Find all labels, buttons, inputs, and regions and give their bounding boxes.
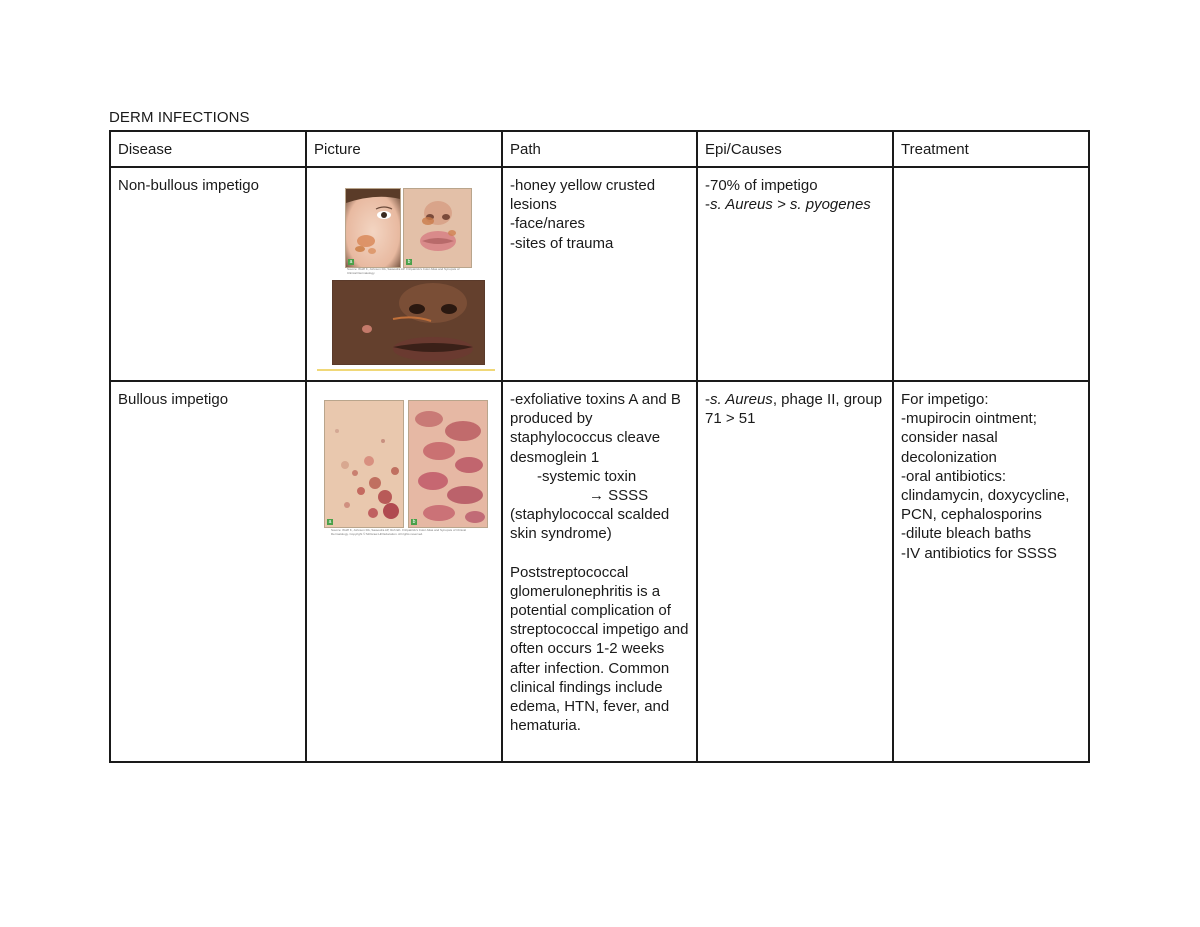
clinical-photo-nose: [332, 280, 485, 365]
treatment-line: For impetigo:: [901, 391, 989, 408]
erosions-photo-graphic: [409, 401, 487, 527]
path-paragraph: Poststreptococcal glomerulonephritis is a potential complication of streptococcal impetigo and often occurs 1-2 weeks after infection. Common clinical findings include edema, HTN, fever, and hematuria.: [510, 563, 689, 735]
treatment-line: -IV antibiotics for SSSS: [901, 544, 1057, 562]
table-row: [110, 167, 1089, 381]
panel-letter-b: b: [412, 519, 416, 525]
treatment-cell: [893, 381, 1089, 762]
disease-cell: [110, 167, 306, 381]
path-cell: [502, 167, 697, 381]
epi-rest: , phage II, group 71 > 51: [705, 391, 883, 428]
epi-line: [705, 195, 885, 214]
image-underline: [317, 369, 495, 371]
path-cell: [502, 381, 697, 762]
disease-name: Non-bullous impetigo: [118, 177, 259, 194]
epi-prefix: -: [705, 196, 710, 214]
panel-letter-a: a: [328, 519, 332, 525]
path-line: -exfoliative toxins A and B produced by staphylococcus cleave desmoglein 1: [510, 391, 681, 466]
panel-letter-a: a: [349, 259, 353, 265]
path-line: -honey yellow crusted lesions: [510, 177, 656, 214]
epi-organism: s. Aureus > s. pyogenes: [710, 196, 871, 214]
path-line: → SSSS: [589, 487, 649, 505]
picture-cell: [306, 381, 502, 762]
header-path: Path: [502, 131, 697, 167]
epi-cell: [697, 381, 893, 762]
derm-infections-table: [109, 130, 1090, 763]
path-line: -sites of trauma: [510, 234, 614, 252]
header-picture: Picture: [306, 131, 502, 167]
clinical-photo-lips: [403, 188, 472, 268]
clinical-photo-bullae: [324, 400, 404, 528]
clinical-photo-face: [345, 188, 401, 268]
epi-organism: s. Aureus: [710, 391, 773, 408]
bullae-photo-graphic: [325, 401, 403, 527]
treatment-line: -dilute bleach baths: [901, 525, 1032, 543]
disease-cell: [110, 381, 306, 762]
treatment-cell: [893, 167, 1089, 381]
clinical-photo-erosions: [408, 400, 488, 528]
treatment-line: -mupirocin ointment; consider nasal decolonization: [901, 410, 1037, 466]
photo-caption: Source: Wolff K, Johnson RA, Saavedra AP, Roh EK. Fitzpatrick's Color Atlas and Synopsis of Clinical Dermatology. Copyright © McGraw-Hill Education. All rights reserved.: [331, 529, 466, 536]
disease-name: Bullous impetigo: [118, 391, 229, 408]
path-line: (staphylococcal scalded skin syndrome): [510, 506, 670, 543]
nose-photo-graphic: [333, 281, 484, 364]
picture-cell: [306, 167, 502, 381]
epi-prefix: -: [705, 391, 710, 408]
panel-letter-b: b: [407, 259, 411, 265]
treatment-line: -oral antibiotics: clindamycin, doxycycline, PCN, cephalosporins: [901, 467, 1070, 524]
table-row: [110, 381, 1089, 762]
face-photo-graphic: [346, 189, 400, 267]
photo-caption: Source: Wolff K, Johnson RA, Saavedra AP. Fitzpatrick's Color Atlas and Synopsis of Clinical Dermatology.: [347, 268, 460, 275]
epi-line: -70% of impetigo: [705, 177, 818, 194]
document-title: DERM INFECTIONS: [109, 109, 250, 126]
lips-photo-graphic: [404, 189, 471, 267]
header-disease: Disease: [110, 131, 306, 167]
epi-line: [705, 390, 885, 428]
spacer: [510, 544, 689, 563]
header-treatment: Treatment: [893, 131, 1089, 167]
path-line: -systemic toxin: [537, 467, 637, 485]
header-epi-causes: Epi/Causes: [697, 131, 893, 167]
table-header-row: [110, 131, 1089, 167]
epi-cell: [697, 167, 893, 381]
path-line: -face/nares: [510, 215, 586, 233]
